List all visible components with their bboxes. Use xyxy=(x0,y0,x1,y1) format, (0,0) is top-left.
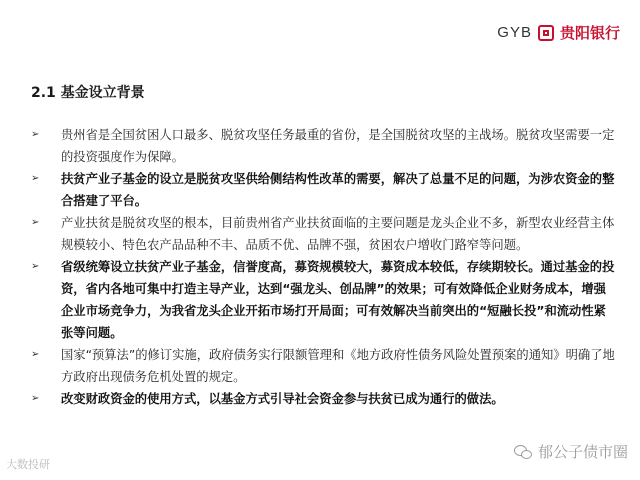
logo-text-en: GYB xyxy=(497,24,532,41)
bullet-text: 国家“预算法”的修订实施，政府债务实行限额管理和《地方政府性债务风险处置预案的通知》明确了地方政府出现债务危机处置的规定。 xyxy=(61,348,615,384)
bullet-text: 贵州省是全国贫困人口最多、脱贫攻坚任务最重的省份，是全国脱贫攻坚的主战场。脱贫攻坚需要一定的投资强度作为保障。 xyxy=(61,128,615,164)
bullet-item xyxy=(31,388,616,410)
watermark-left xyxy=(6,456,50,472)
arrow-bullet-icon: ➢ xyxy=(31,393,40,404)
bank-logo xyxy=(497,22,620,43)
wechat-icon xyxy=(514,445,532,459)
bullet-text: 改变财政资金的使用方式，以基金方式引导社会资金参与扶贫已成为通行的做法。 xyxy=(61,392,504,406)
bullet-text: 扶贫产业子基金的设立是脱贫攻坚供给侧结构性改革的需要，解决了总量不足的问题，为涉农资金的整合搭建了平台。 xyxy=(61,172,615,208)
bullet-item xyxy=(31,256,616,344)
arrow-bullet-icon: ➢ xyxy=(31,261,40,272)
bullet-text: 产业扶贫是脱贫攻坚的根本，目前贵州省产业扶贫面临的主要问题是龙头企业不多，新型农业经营主体规模较小、特色农产品品种不丰、品质不优、品牌不强，贫困农户增收门路窄等问题。 xyxy=(61,216,615,252)
watermark-right xyxy=(514,441,628,462)
arrow-bullet-icon: ➢ xyxy=(31,217,40,228)
arrow-bullet-icon: ➢ xyxy=(31,129,40,140)
bullet-item xyxy=(31,124,616,168)
bullet-list xyxy=(31,124,616,410)
bullet-item xyxy=(31,168,616,212)
bank-emblem-icon xyxy=(538,25,554,41)
watermark-right-text: 郁公子债市圈 xyxy=(537,443,628,461)
bullet-text: 省级统筹设立扶贫产业子基金，信誉度高，募资规模较大，募资成本较低，存续期较长。通过基金的投资，省内各地可集中打造主导产业，达到“强龙头、创品牌”的效果；可有效降低企业财务成本，增强企业市场竞争力，为我省龙头企业开拓市场打开局面；可有效解决当前突出的“短融长投”和流动性紧张等问题。 xyxy=(61,260,615,340)
section-title: 2.1 基金设立背景 xyxy=(31,85,145,101)
watermark-left-text: 大数投研 xyxy=(6,458,50,471)
bullet-item xyxy=(31,344,616,388)
logo-text-cn: 贵阳银行 xyxy=(559,24,620,42)
arrow-bullet-icon: ➢ xyxy=(31,349,40,360)
bullet-item xyxy=(31,212,616,256)
arrow-bullet-icon: ➢ xyxy=(31,173,40,184)
